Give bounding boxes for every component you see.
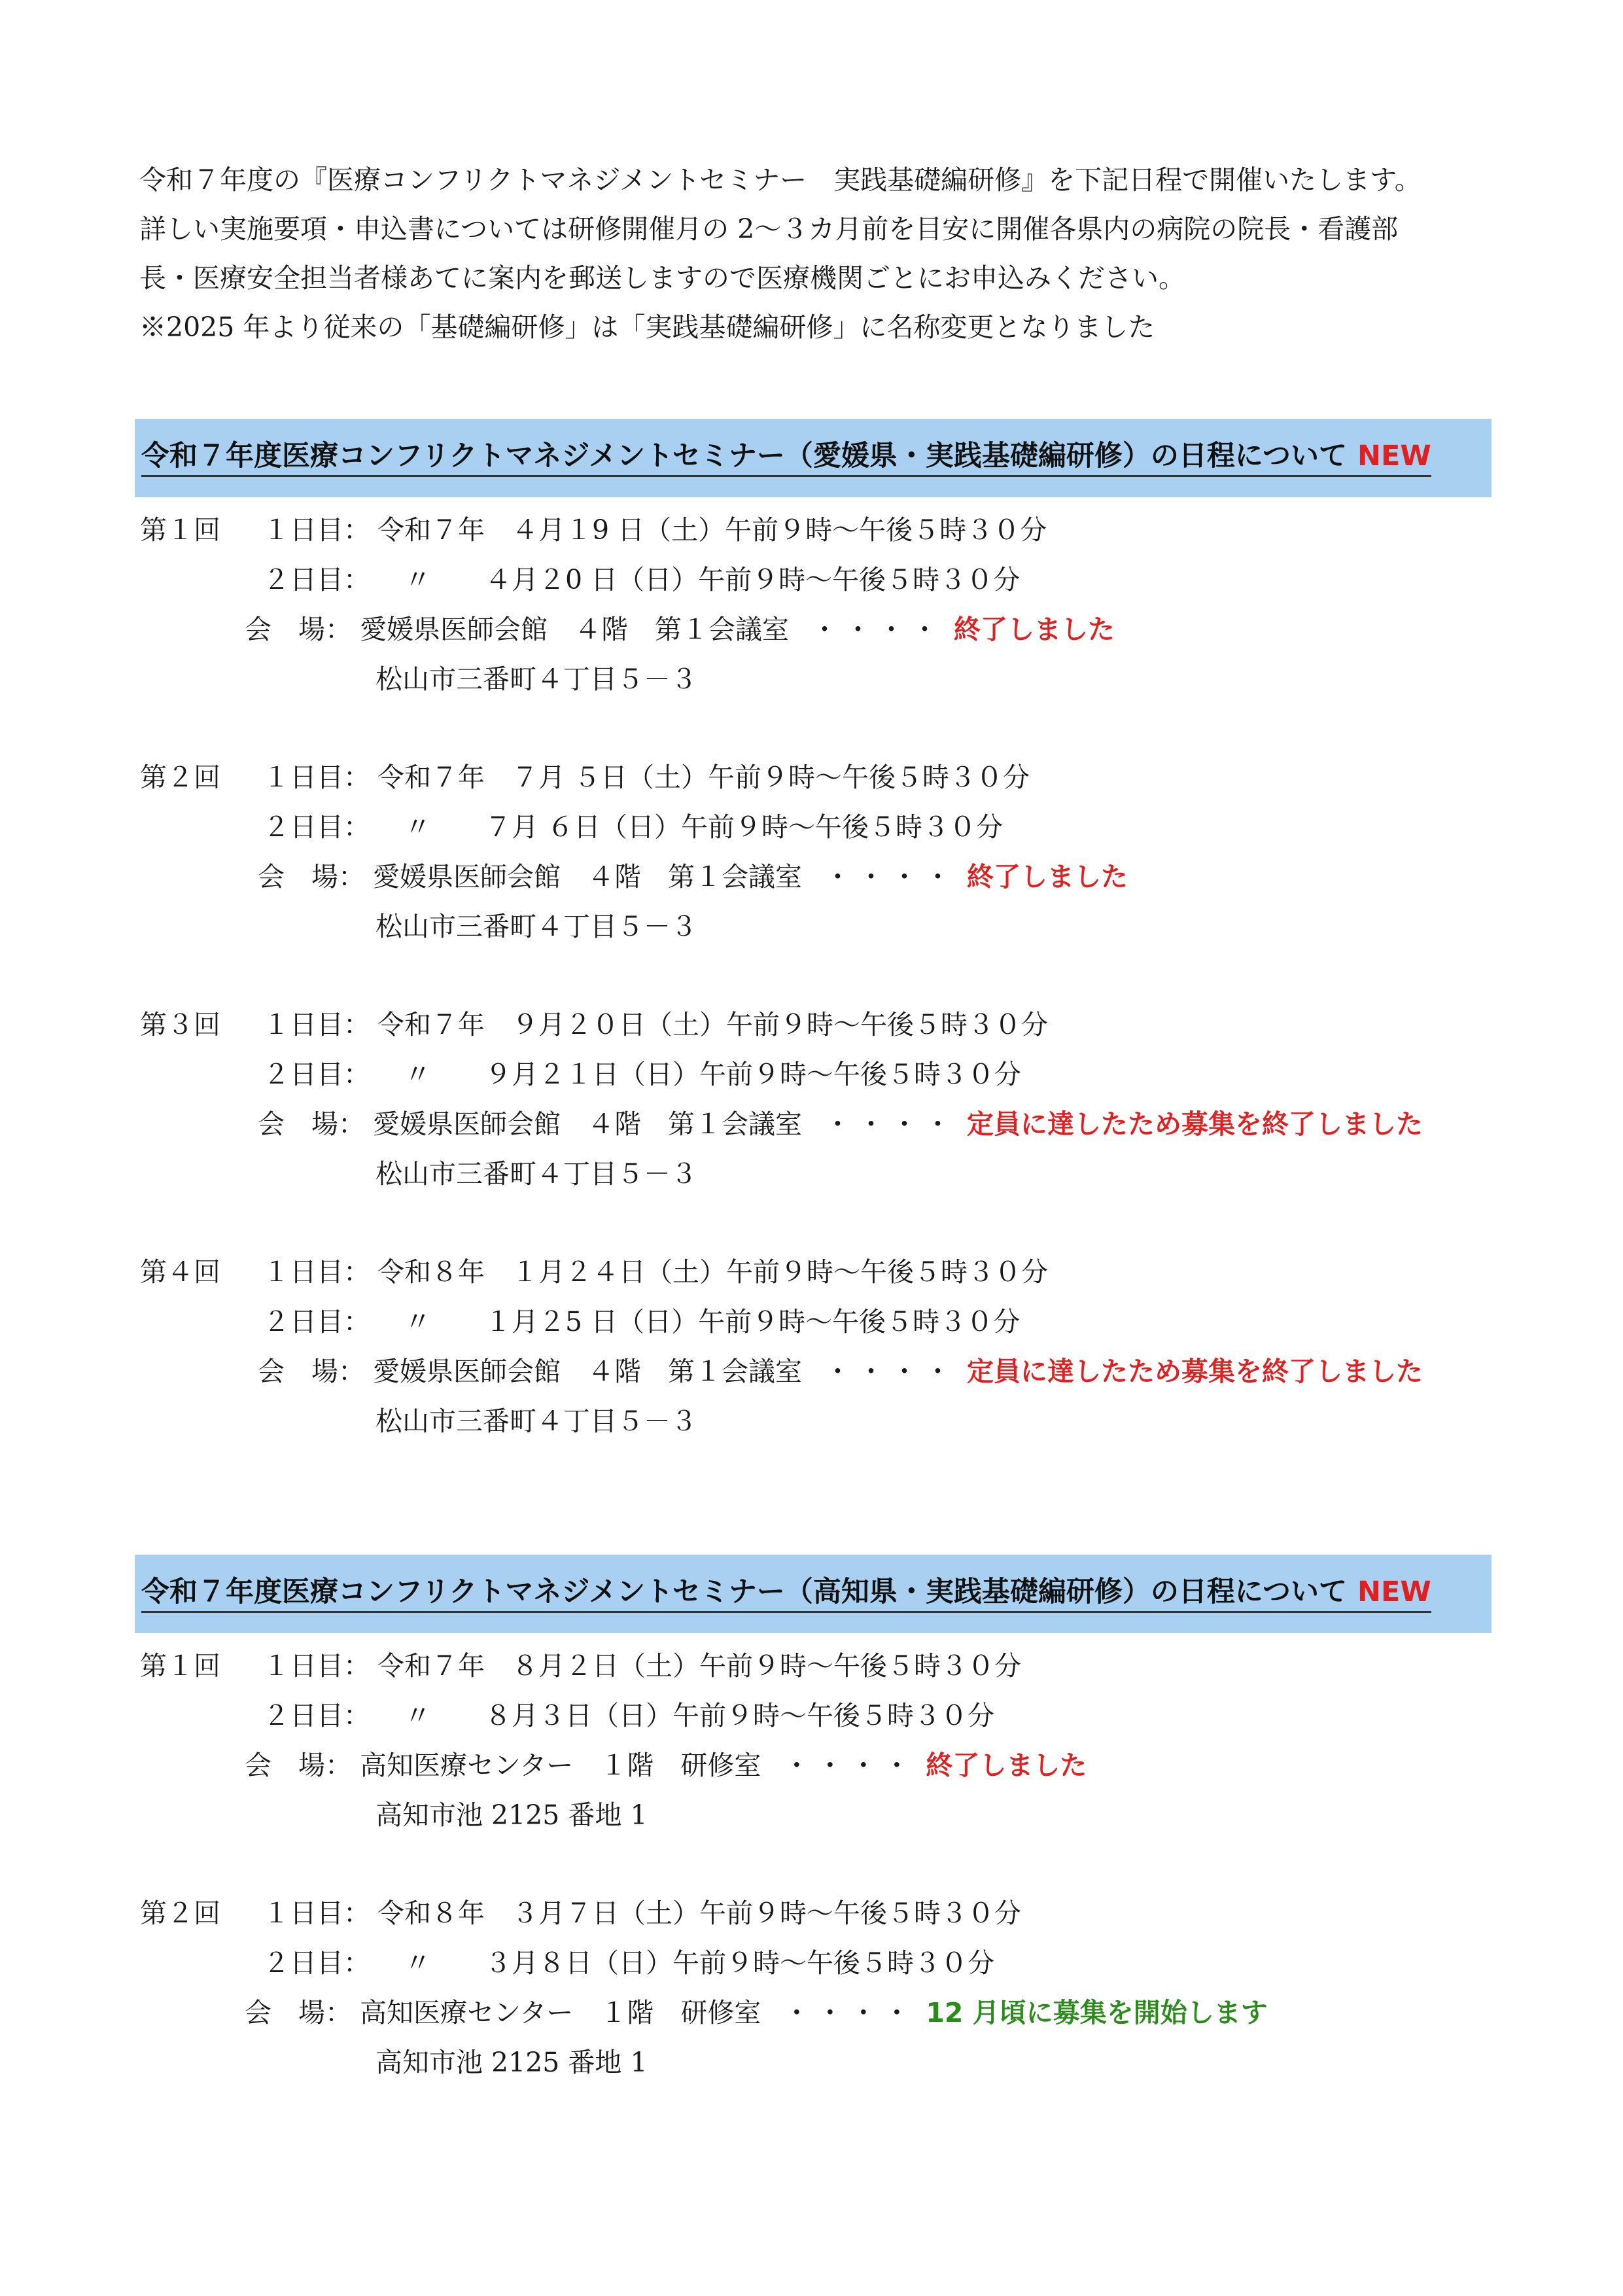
section-banner <box>135 1555 1492 1633</box>
ehime-schedule-section <box>135 419 1492 1494</box>
day1-date: 令和７年 ４月１9 日（土）午前９時～午後５時３０分 <box>377 514 1047 546</box>
session-block <box>140 1888 1492 2087</box>
day2-label: ２日目： <box>263 1947 370 1979</box>
venue-address: 松山市三番町４丁目５－３ <box>375 911 697 942</box>
day1-date: 令和７年 ８月２日（土）午前９時～午後５時３０分 <box>377 1650 1021 1682</box>
status-text: 定員に達したため募集を終了しました <box>967 1108 1423 1140</box>
venue-label: 会 場： <box>258 1356 365 1387</box>
intro-line: 令和７年度の『医療コンフリクトマネジメントセミナー 実践基礎編研修』を下記日程で開催いたします。 <box>139 164 1422 196</box>
session-number: 第２回 <box>140 762 220 793</box>
session-block <box>140 752 1492 951</box>
venue-label: 会 場： <box>245 1750 352 1781</box>
venue-label: 会 場： <box>245 1997 352 2028</box>
status-text: 終了しました <box>926 1750 1087 1781</box>
day2-label: ２日目： <box>263 564 370 595</box>
day1-label: １日目： <box>263 762 370 793</box>
day2-date: 〃 ９月２１日（日）午前９時～午後５時３０分 <box>377 1059 1021 1090</box>
venue-address: 松山市三番町４丁目５－３ <box>375 1158 697 1190</box>
venue-name: 高知医療センター １階 研修室 <box>360 1750 761 1781</box>
session-number: 第２回 <box>140 1898 220 1929</box>
intro-line: ※2025 年より従来の「基礎編研修」は「実践基礎編研修」に名称変更となりました <box>139 311 1155 343</box>
day1-label: １日目： <box>263 1898 370 1929</box>
day1-label: １日目： <box>263 514 370 546</box>
day1-label: １日目： <box>263 1256 370 1288</box>
day2-label: ２日目： <box>263 1059 370 1090</box>
session-block <box>140 1247 1492 1446</box>
new-badge: NEW <box>1357 1576 1431 1608</box>
intro-line: 長・医療安全担当者様あてに案内を郵送しますので医療機関ごとにお申込みください。 <box>139 262 1185 294</box>
status-text: 終了しました <box>954 614 1115 645</box>
new-badge: NEW <box>1357 440 1431 472</box>
session-block <box>140 1000 1492 1199</box>
venue-name: 高知医療センター １階 研修室 <box>360 1997 761 2028</box>
dots-separator: ・・・・ <box>824 1108 958 1140</box>
day1-label: １日目： <box>263 1009 370 1040</box>
venue-name: 愛媛県医師会館 ４階 第１会議室 <box>373 1108 802 1140</box>
session-number: 第３回 <box>140 1009 220 1040</box>
day2-label: ２日目： <box>263 811 370 843</box>
session-number: 第１回 <box>140 514 220 546</box>
venue-name: 愛媛県医師会館 ４階 第１会議室 <box>373 1356 802 1387</box>
session-number: 第１回 <box>140 1650 220 1682</box>
dots-separator: ・・・・ <box>811 614 945 645</box>
day1-date: 令和７年 ７月 ５日（土）午前９時～午後５時３０分 <box>377 762 1030 793</box>
kochi-schedule-section <box>135 1555 1492 2136</box>
session-number: 第４回 <box>140 1256 220 1288</box>
session-block <box>140 1641 1492 1840</box>
dots-separator: ・・・・ <box>783 1750 917 1781</box>
day2-date: 〃 ３月８日（日）午前９時～午後５時３０分 <box>377 1947 994 1979</box>
day1-date: 令和８年 １月２４日（土）午前９時～午後５時３０分 <box>377 1256 1048 1288</box>
dots-separator: ・・・・ <box>783 1997 917 2028</box>
day1-date: 令和７年 ９月２０日（土）午前９時～午後５時３０分 <box>377 1009 1048 1040</box>
status-text: 終了しました <box>967 861 1128 892</box>
venue-address: 高知市池 2125 番地 1 <box>375 1799 648 1831</box>
section-title: 令和７年度医療コンフリクトマネジメントセミナー（愛媛県・実践基礎編研修）の日程について <box>141 440 1347 472</box>
venue-name: 愛媛県医師会館 ４階 第１会議室 <box>360 614 789 645</box>
venue-label: 会 場： <box>245 614 352 645</box>
intro-paragraph <box>139 156 1513 352</box>
venue-address: 松山市三番町４丁目５－３ <box>375 1405 697 1437</box>
status-text: 12 月頃に募集を開始します <box>926 1997 1268 2028</box>
section-title: 令和７年度医療コンフリクトマネジメントセミナー（高知県・実践基礎編研修）の日程について <box>141 1576 1347 1608</box>
status-text: 定員に達したため募集を終了しました <box>967 1356 1423 1387</box>
dots-separator: ・・・・ <box>824 1356 958 1387</box>
day2-date: 〃 ８月３日（日）午前９時～午後５時３０分 <box>377 1700 994 1731</box>
venue-address: 高知市池 2125 番地 1 <box>375 2047 648 2078</box>
venue-label: 会 場： <box>258 1108 365 1140</box>
day1-date: 令和８年 ３月７日（土）午前９時～午後５時３０分 <box>377 1898 1021 1929</box>
venue-label: 会 場： <box>258 861 365 892</box>
session-block <box>140 505 1492 704</box>
venue-address: 松山市三番町４丁目５－３ <box>375 663 697 695</box>
intro-line: 詳しい実施要項・申込書については研修開催月の 2～３カ月前を目安に開催各県内の病院の院長・看護部 <box>139 213 1399 245</box>
dots-separator: ・・・・ <box>824 861 958 892</box>
day2-date: 〃 ７月 ６日（日）午前９時～午後５時３０分 <box>377 811 1003 843</box>
venue-name: 愛媛県医師会館 ４階 第１会議室 <box>373 861 802 892</box>
day2-date: 〃 ４月２0 日（日）午前９時～午後５時３０分 <box>377 564 1021 595</box>
day2-date: 〃 １月２5 日（日）午前９時～午後５時３０分 <box>377 1306 1021 1337</box>
section-banner <box>135 419 1492 497</box>
day2-label: ２日目： <box>263 1306 370 1337</box>
day1-label: １日目： <box>263 1650 370 1682</box>
day2-label: ２日目： <box>263 1700 370 1731</box>
